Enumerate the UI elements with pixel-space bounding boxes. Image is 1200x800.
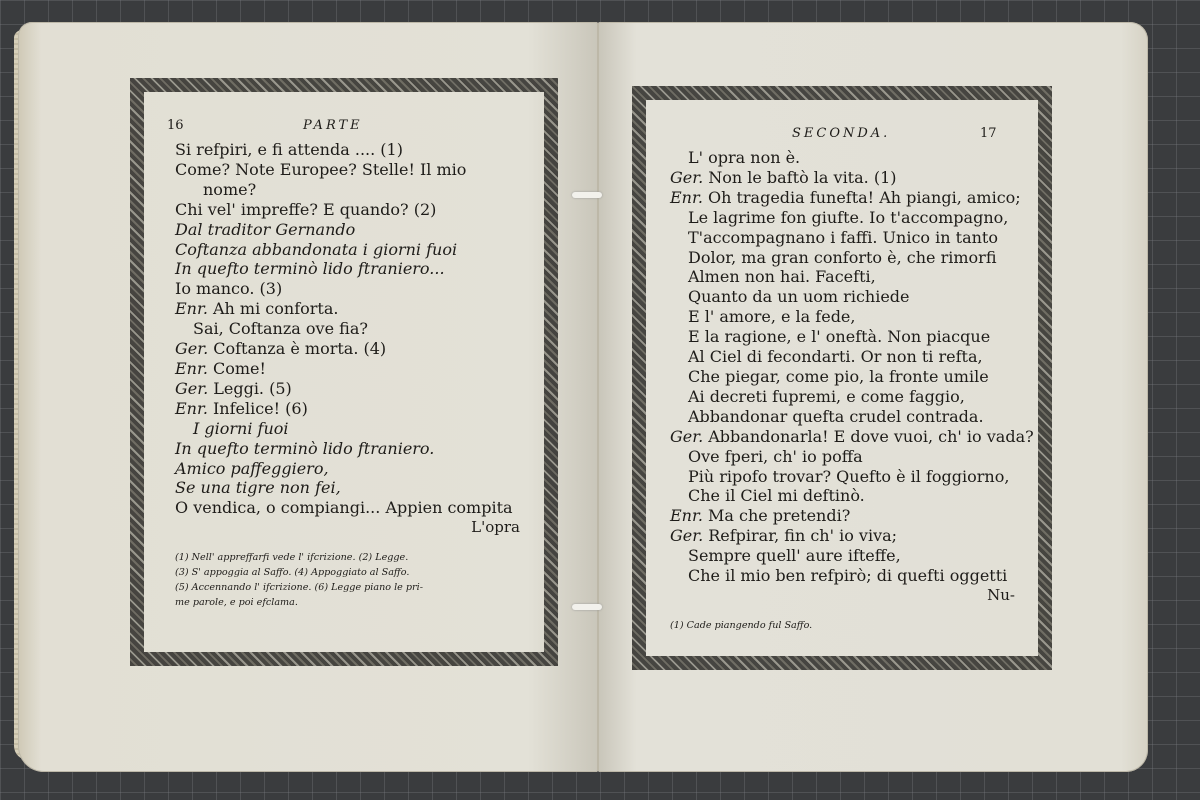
line-text: Chi vel' impreffe? E quando? (2) <box>175 199 437 219</box>
line-text: Sai, Coftanza ove fia? <box>193 319 368 339</box>
text-line <box>175 319 520 339</box>
line-text: Ma che pretendi? <box>707 506 851 526</box>
left-page-text <box>167 118 520 610</box>
line-text: Oh tragedia funefta! Ah piangi, amico; <box>707 187 1021 207</box>
line-text: Che il mio ben refpirò; di quefti oggetti <box>688 566 1008 586</box>
line-text: Dolor, ma gran conforto è, che rimorfi <box>688 247 997 267</box>
text-line <box>175 140 520 160</box>
speaker-label: Ger. <box>175 339 209 359</box>
line-text: Quanto da un uom richiede <box>688 287 910 307</box>
text-line <box>175 259 520 279</box>
line-text: Coftanza è morta. (4) <box>213 339 387 359</box>
line-text: E la ragione, e l' oneftà. Non piacque <box>688 327 991 347</box>
left-footnotes <box>175 550 520 610</box>
text-line <box>670 287 1015 307</box>
line-text: Coftanza abbandonata i giorni fuoi <box>175 239 458 259</box>
footnote: (1) Nell' appreffarfi vede l' ifcrizione. (2) Legge. <box>175 552 409 564</box>
text-line <box>670 387 1015 407</box>
catchword: L'opra <box>471 518 520 537</box>
line-text: Più ripofo trovar? Quefto è il foggiorno, <box>688 466 1010 486</box>
text-line <box>670 566 1015 586</box>
line-text: Che il Ciel mi deftinò. <box>688 486 865 506</box>
line-text: Almen non hai. Facefti, <box>688 267 876 287</box>
text-line <box>175 379 520 399</box>
binding-thread <box>572 192 602 198</box>
line-text: O vendica, o compiangi... Appien compita <box>175 498 513 518</box>
line-text: T'accompagnano i faffi. Unico in tanto <box>688 227 998 247</box>
speaker-label: Enr. <box>175 358 208 378</box>
footnote: (1) Cade piangendo ful Saffo. <box>670 619 813 631</box>
text-line <box>670 347 1015 367</box>
line-text: Che piegar, come pio, la fronte umile <box>688 366 989 386</box>
running-head: SECONDA. <box>792 126 891 141</box>
line-text: Infelice! (6) <box>212 398 308 418</box>
line-text: Si refpiri, e fi attenda .... (1) <box>175 140 403 159</box>
speaker-label: Enr. <box>175 299 208 319</box>
line-text: Al Ciel di fecondarti. Or non ti refta, <box>688 347 983 367</box>
speaker-label: Ger. <box>670 167 704 187</box>
catchword: Nu- <box>987 585 1015 604</box>
line-text: Leggi. (5) <box>213 378 292 398</box>
text-line <box>175 478 520 498</box>
text-line <box>670 187 1021 208</box>
line-text: Come! <box>212 358 266 378</box>
line-text: Refpirar, fin ch' io viva; <box>708 526 898 546</box>
text-line <box>175 359 520 379</box>
text-line <box>670 228 1015 248</box>
text-line <box>175 279 520 299</box>
text-line <box>670 148 1015 168</box>
text-line <box>175 439 520 459</box>
left-text-block <box>175 140 520 518</box>
text-line <box>670 208 1015 228</box>
text-line <box>670 546 1015 566</box>
text-line <box>670 526 1015 546</box>
text-line <box>175 180 520 200</box>
text-line <box>175 419 520 439</box>
line-text: Sempre quell' aure ifteffe, <box>688 546 901 566</box>
line-text: I giorni fuoi <box>193 418 289 438</box>
line-text: Non le baftò la vita. (1) <box>708 167 897 187</box>
line-text: Io manco. (3) <box>175 279 283 299</box>
right-footnotes <box>670 618 1015 633</box>
speaker-label: Ger. <box>175 378 209 398</box>
text-line <box>175 220 520 240</box>
speaker-label: Enr. <box>175 398 208 418</box>
text-line <box>175 459 520 479</box>
running-head: PARTE <box>303 118 363 133</box>
page-number: 17 <box>980 126 997 141</box>
line-text: Le lagrime fon giufte. Io t'accompagno, <box>688 207 1009 227</box>
line-text: Dal traditor Gernando <box>175 219 356 239</box>
binding-thread <box>572 604 602 610</box>
text-line <box>670 407 1015 427</box>
text-line <box>670 447 1015 467</box>
line-text: Abbandonarla! E dove vuoi, ch' io vada? <box>708 426 1034 446</box>
line-text: L' opra non è. <box>688 148 801 167</box>
speaker-label: Enr. <box>670 506 703 526</box>
right-page-text <box>670 126 1034 633</box>
text-line <box>175 339 520 359</box>
line-text: In quefto terminò lido ftraniero. <box>175 438 435 458</box>
line-text: Se una tigre non fei, <box>175 478 341 498</box>
line-text: Ove fperi, ch' io poffa <box>688 446 863 466</box>
text-line <box>670 327 1015 347</box>
right-running-header <box>670 126 1015 148</box>
line-text: Come? Note Europee? Stelle! Il mio <box>175 159 467 179</box>
footnote: me parole, e poi efclama. <box>175 597 298 609</box>
speaker-label: Ger. <box>670 526 704 546</box>
left-running-header <box>167 118 520 140</box>
text-line <box>175 200 520 220</box>
text-line <box>670 426 1034 447</box>
text-line <box>670 367 1015 387</box>
text-line <box>175 299 520 319</box>
speaker-label: Enr. <box>670 187 703 207</box>
line-text: Ah mi conforta. <box>212 299 339 319</box>
text-line <box>670 168 1015 188</box>
text-line <box>175 160 520 180</box>
footnote: (5) Accennando l' ifcrizione. (6) Legge piano le pri- <box>175 582 423 594</box>
text-line <box>175 498 520 518</box>
line-text: E l' amore, e la fede, <box>688 307 856 327</box>
text-line <box>670 467 1015 487</box>
text-line <box>670 486 1015 506</box>
text-line <box>175 240 520 260</box>
speaker-label: Ger. <box>670 426 704 446</box>
right-text-block <box>670 148 1034 586</box>
line-text: Ai decreti fupremi, e come faggio, <box>688 386 965 406</box>
line-text: nome? <box>203 179 257 199</box>
text-line <box>175 399 520 419</box>
line-text: Abbandonar quefta crudel contrada. <box>688 406 984 426</box>
page-number: 16 <box>167 118 184 133</box>
footnote: (3) S' appoggia al Saffo. (4) Appoggiato al Saffo. <box>175 567 410 579</box>
text-line <box>670 506 1015 526</box>
text-line <box>670 267 1015 287</box>
line-text: Amico paffeggiero, <box>175 458 329 478</box>
text-line <box>670 307 1015 327</box>
text-line <box>670 248 1015 268</box>
line-text: In quefto terminò lido ftraniero... <box>175 259 445 279</box>
